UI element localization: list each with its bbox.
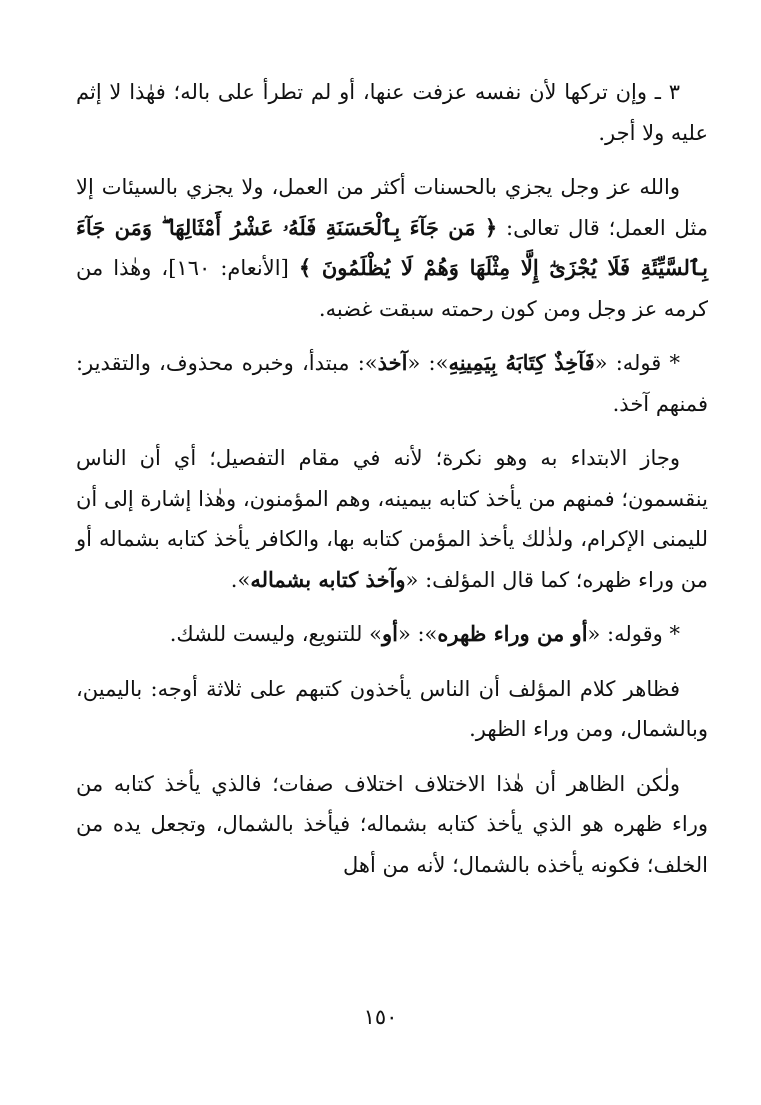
paragraph-1-text: ٣ ـ وإن تركها لأن نفسه عزفت عنها، أو لم تطرأ على باله؛ فهٰذا لا إثم عليه ولا أجر. [76, 80, 708, 145]
paragraph-4 [76, 438, 708, 600]
matn-quote: أو من وراء ظهره [437, 621, 588, 646]
verse-reference-text: [الأنعام: ١٦٠]، وهٰذا من كرمه عز وجل ومن كون رحمته سبقت غضبه. [76, 256, 708, 321]
quote-separator: »: « [397, 622, 438, 646]
paragraph-5 [76, 614, 708, 655]
page-body [76, 72, 708, 899]
matn-term: آخذ [377, 350, 408, 375]
quran-verse: ﴿ مَن جَآءَ بِٱلْحَسَنَةِ فَلَهُۥ عَشْرُ أَمْثَالِهَا ۖ وَمَن جَآءَ بِٱلسَّيِّئَةِ فَلَا يُجْزَىٰٓ إِلَّا مِثْلَهَا وَهُمْ لَا يُظْلَمُونَ ﴾ [76, 214, 709, 280]
commentary-marker-text: * وقوله: « [587, 622, 680, 646]
paragraph-2 [76, 167, 708, 329]
paragraph-3 [76, 343, 708, 424]
paragraph-4-text: وجاز الابتداء به وهو نكرة؛ لأنه في مقام التفصيل؛ أي أن الناس ينقسمون؛ فمنهم من يأخذ كتابه بيمينه، وهم المؤمنون، وهٰذا إشارة إلى أن لليمنى الإكرام، ولذٰلك يأخذ المؤمن كتابه بها، والكافر يأخذ كتابه بشماله أو من وراء ظهره؛ كما قال المؤلف: « [76, 446, 708, 592]
paragraph-7 [76, 764, 708, 886]
paragraph-7-text: ولٰكن الظاهر أن هٰذا الاختلاف اختلاف صفات؛ فالذي يأخذ كتابه من وراء ظهره هو الذي يأخذ كتابه بشماله؛ فيأخذ بالشمال، وتجعل يده من الخلف؛ فكونه يأخذه بالشمال؛ لأنه من أهل [76, 771, 708, 877]
paragraph-3-text: »: مبتدأ، وخبره محذوف، والتقدير: فمنهم آخذ. [76, 351, 708, 416]
paragraph-2-text: والله عز وجل يجزي بالحسنات أكثر من العمل، ولا يجزي بالسيئات إلا مثل العمل؛ قال تعالى: [76, 175, 708, 240]
paragraph-1 [76, 72, 708, 153]
matn-quote: فَآخِذٌ كِتَابَهُ بِيَمِينِهِ [448, 350, 595, 375]
quote-close: ». [230, 567, 251, 592]
paragraph-6-text: فظاهر كلام المؤلف أن الناس يأخذون كتبهم على ثلاثة أوجه: باليمين، وبالشمال، ومن وراء الظهر. [76, 676, 708, 741]
paragraph-6 [76, 669, 708, 750]
quote-separator: »: « [407, 351, 449, 375]
matn-term: أو [381, 621, 398, 646]
commentary-marker-text: * قوله: « [594, 351, 680, 375]
paragraph-5-text: » للتنويع، وليست للشك. [169, 622, 382, 646]
page-number: ١٥٠ [363, 1005, 398, 1029]
matn-quote: وآخذ كتابه بشماله [250, 566, 406, 592]
